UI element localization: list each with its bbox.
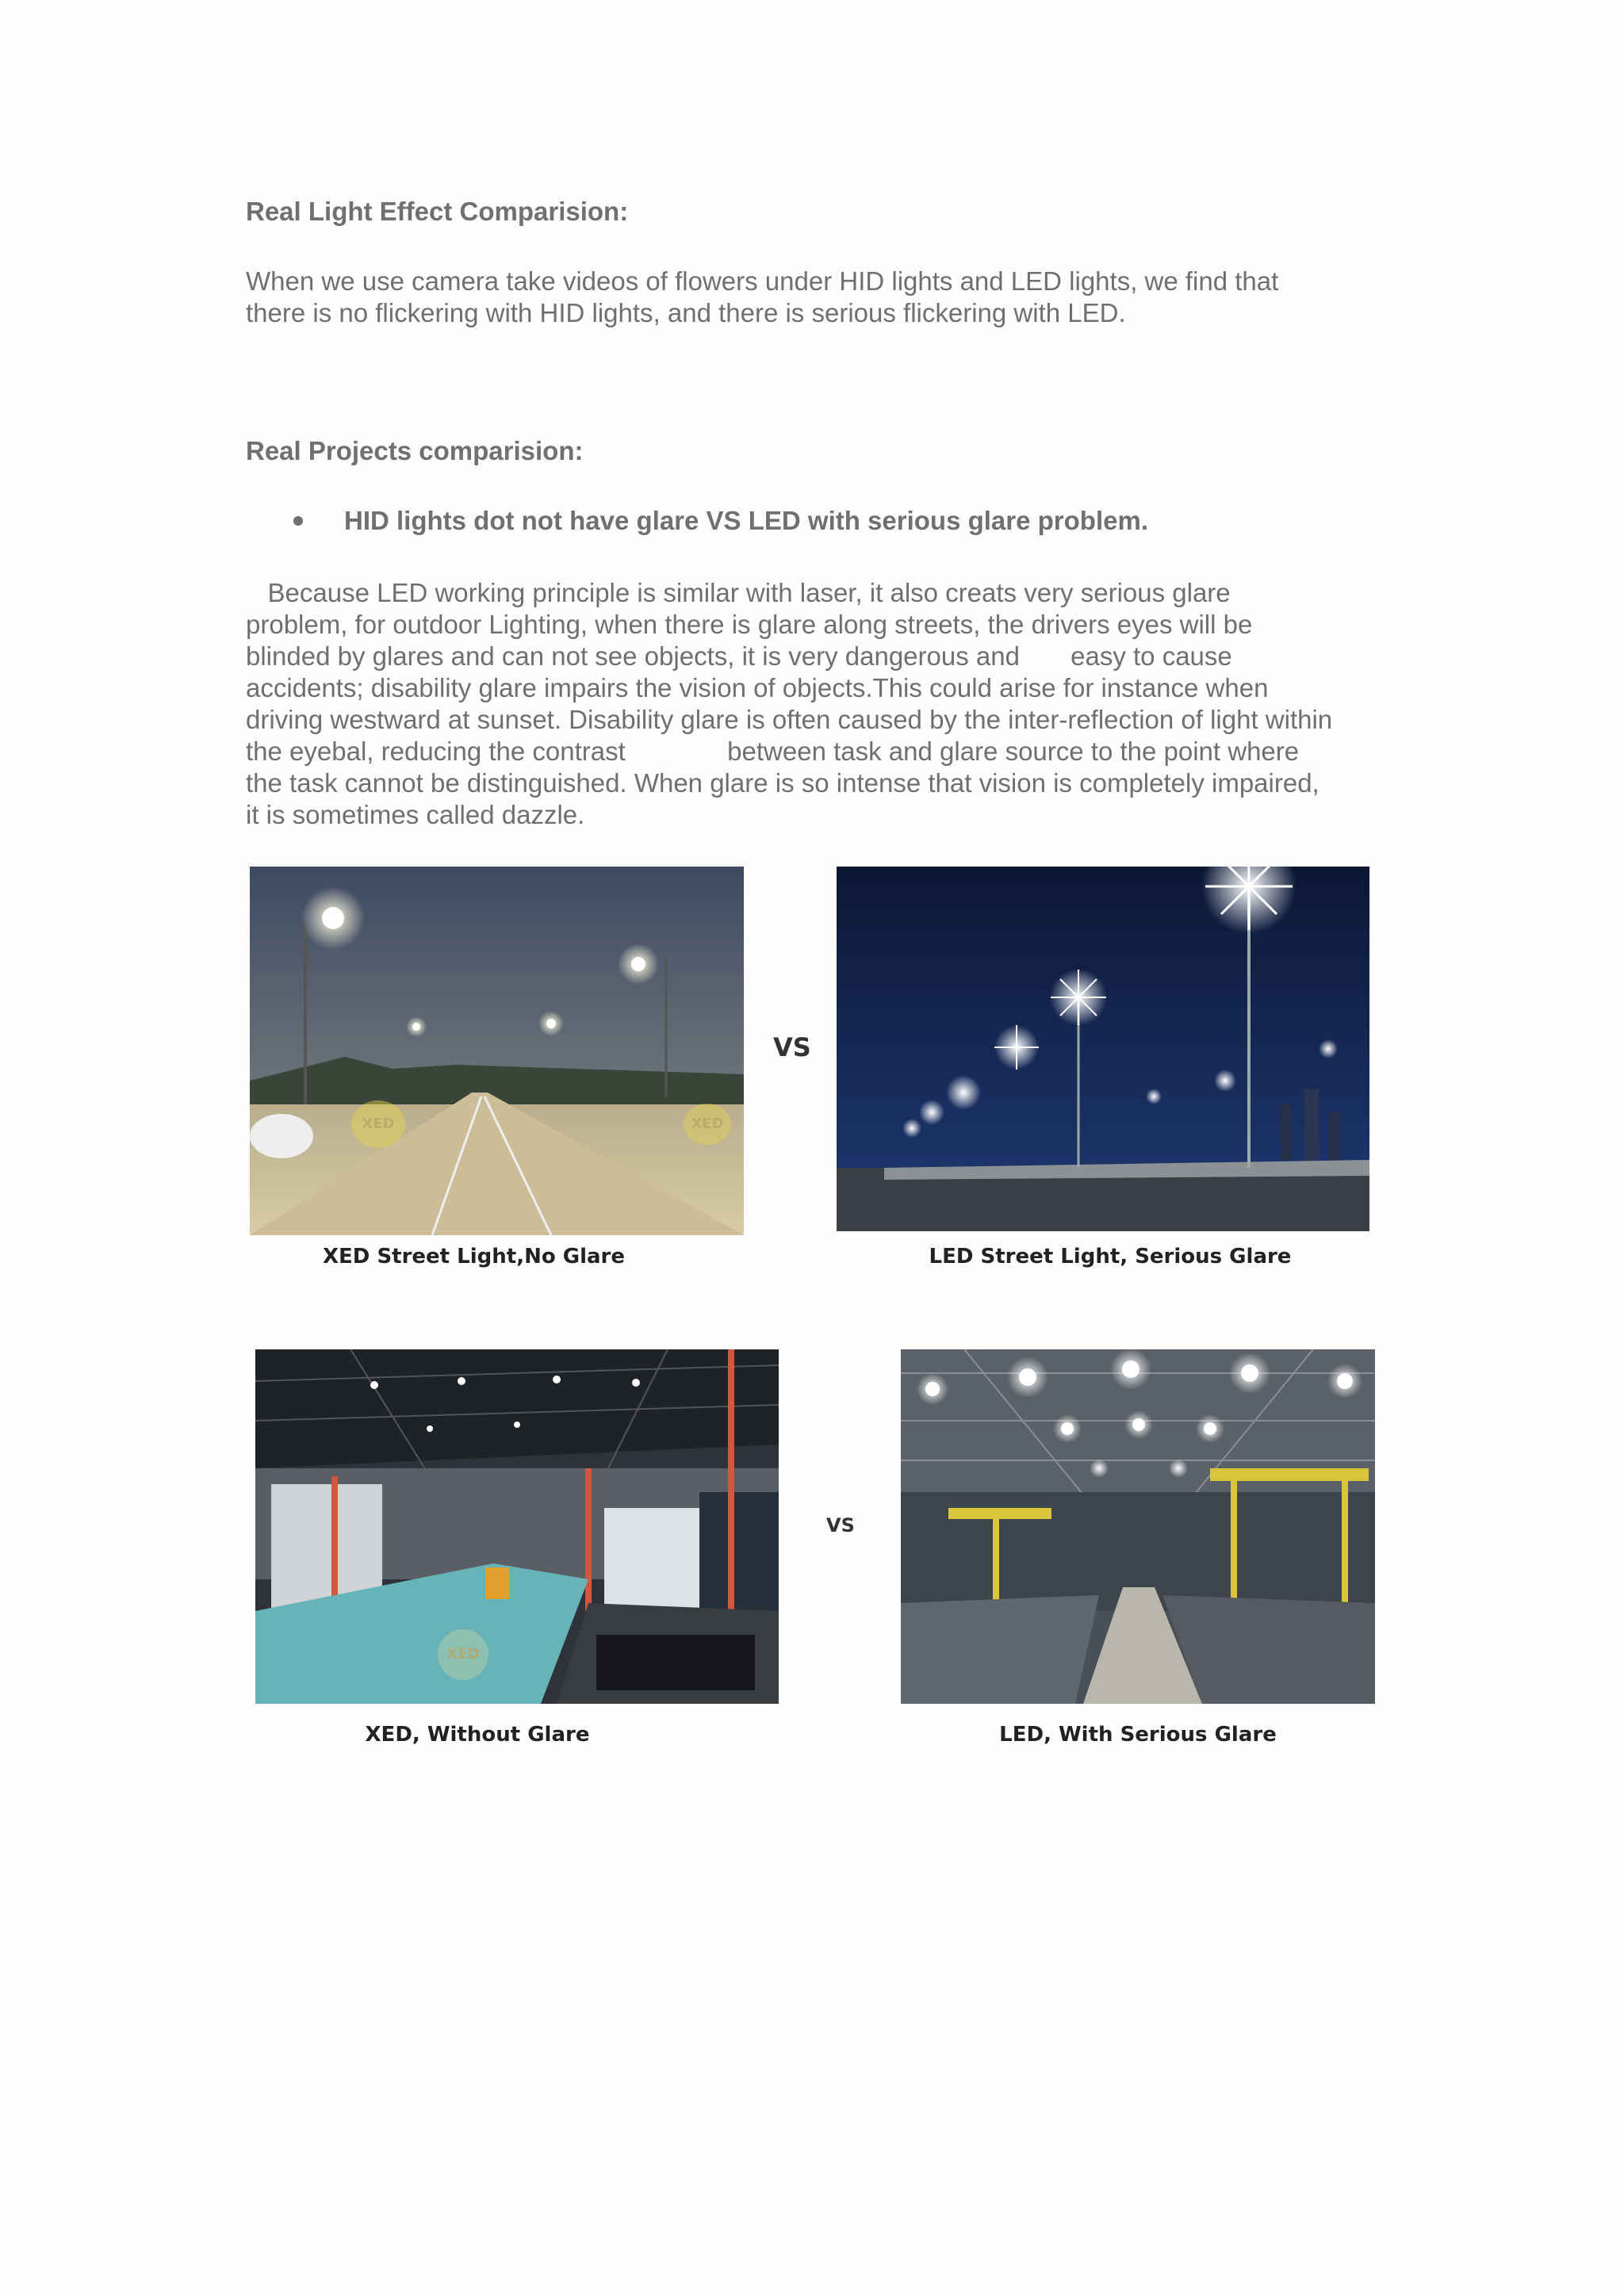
glare-explanation-paragraph: Because LED working principle is similar with laser, it also creats very serious glare problem, for outdoor Lighting, when there is glare along streets, the drivers eyes will be blinded by glares and can not see objects, it is very dangerous and easy to cause accidents; disability glare impairs the vision of objects.This could arise for instance when driving westward at sunset. Disability glare is often caused by the inter-reflection of light within the eyebal, reducing the contrast between task and glare source to the point where the task cannot be distinguished. When glare is so intense that vision is completely impaired, it is sometimes called dazzle. — [246, 578, 1333, 829]
light-effect-paragraph: When we use camera take videos of flowers under HID lights and LED lights, we find that there is no flickering with HID lights, and there is serious flickering with LED. — [246, 266, 1279, 327]
vs-label-2: VS — [826, 1514, 855, 1536]
xed-watermark: XED — [446, 1646, 480, 1663]
xed-watermark: XED — [362, 1115, 395, 1132]
led-factory-photo — [901, 1349, 1375, 1704]
bullet-dot-icon — [293, 516, 303, 526]
xed-street-light-caption: XED Street Light,No Glare — [323, 1245, 625, 1269]
xed-factory-photo — [255, 1349, 779, 1704]
section-heading-light-effect: Real Light Effect Comparision: — [246, 197, 629, 226]
glare-bullet-text: HID lights dot not have glare VS LED with serious glare problem. — [344, 506, 1148, 535]
led-street-light-caption: LED Street Light, Serious Glare — [929, 1245, 1292, 1269]
vs-label-1: VS — [773, 1032, 811, 1062]
glare-bullet — [293, 506, 1148, 536]
led-street-light-photo — [837, 867, 1369, 1231]
xed-watermark: XED — [691, 1115, 724, 1132]
xed-street-light-photo — [250, 867, 744, 1235]
xed-factory-caption: XED, Without Glare — [365, 1723, 590, 1747]
led-factory-caption: LED, With Serious Glare — [999, 1723, 1277, 1747]
section-heading-projects: Real Projects comparision: — [246, 436, 584, 465]
